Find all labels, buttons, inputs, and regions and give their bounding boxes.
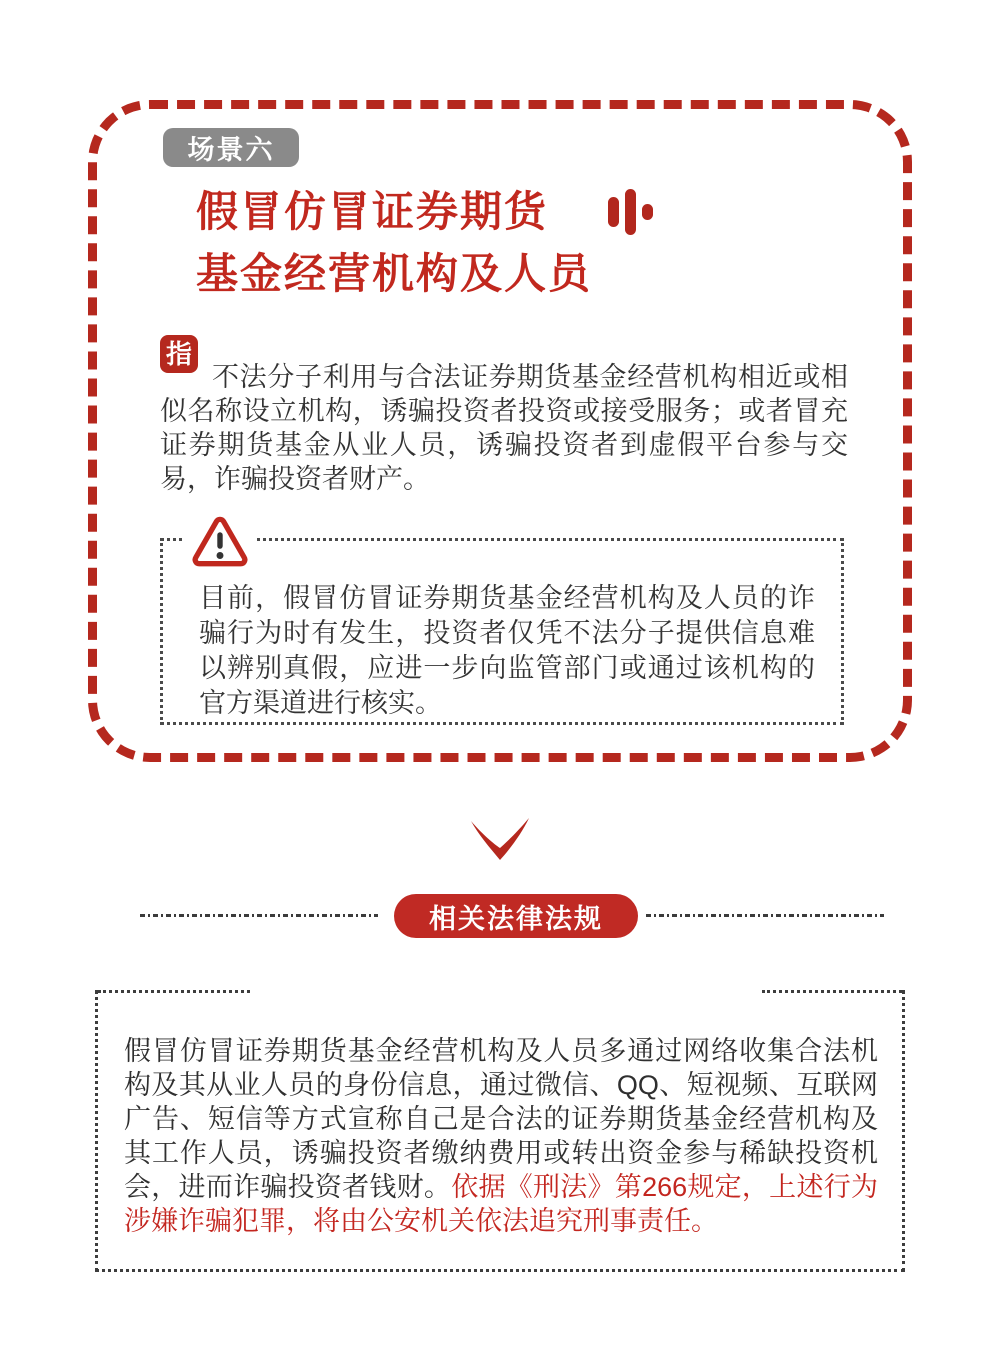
header-dash-line-left bbox=[140, 914, 378, 917]
law-text-red: 依据《刑法》第266规定，上述行为涉嫌诈骗犯罪，将由公安机关依法追究刑事责任。 bbox=[124, 1172, 878, 1236]
law-box-top-border-left bbox=[98, 990, 250, 993]
law-text-black: 假冒仿冒证券期货基金经营机构及人员多通过网络收集合法机构及其从业人员的身份信息，通过微信、QQ、短视频、互联网广告、短信等方式宣称自己是合法的证券期货基金经营机构及其工作人员，诱骗投资者缴纳费用或转出资金参与稀缺投资机会，进而诈骗投资者钱财。 bbox=[124, 1036, 878, 1202]
scenario-badge: 场景六 bbox=[163, 128, 299, 167]
pointer-zhi-icon: 指 bbox=[160, 335, 198, 373]
law-box-top-border-right bbox=[762, 990, 902, 993]
header-dash-line-right bbox=[646, 914, 884, 917]
scenario-title bbox=[196, 181, 592, 305]
law-section-header-pill: 相关法律法规 bbox=[394, 894, 638, 938]
chevron-down-icon bbox=[469, 816, 531, 862]
intro-text: 不法分子利用与合法证券期货基金经营机构相近或相似名称设立机构，诱骗投资者投资或接受服务；或者冒充证券期货基金从业人员，诱骗投资者到虚假平台参与交易，诈骗投资者财产。 bbox=[160, 362, 848, 494]
soundwave-icon bbox=[608, 188, 664, 236]
warning-text: 目前，假冒仿冒证券期货基金经营机构及人员的诈骗行为时有发生，投资者仅凭不法分子提供信息难以辨别真假，应进一步向监管部门或通过该机构的官方渠道进行核实。 bbox=[199, 583, 815, 718]
scenario-title-line1: 假冒仿冒证券期货 bbox=[196, 188, 549, 235]
intro-paragraph bbox=[160, 339, 848, 496]
warning-box bbox=[160, 538, 844, 725]
scenario-title-line2: 基金经营机构及人员 bbox=[196, 250, 593, 297]
law-paragraph bbox=[98, 990, 902, 1238]
scenario-card bbox=[88, 100, 912, 762]
warning-triangle-icon bbox=[185, 510, 255, 572]
law-box bbox=[95, 990, 905, 1272]
